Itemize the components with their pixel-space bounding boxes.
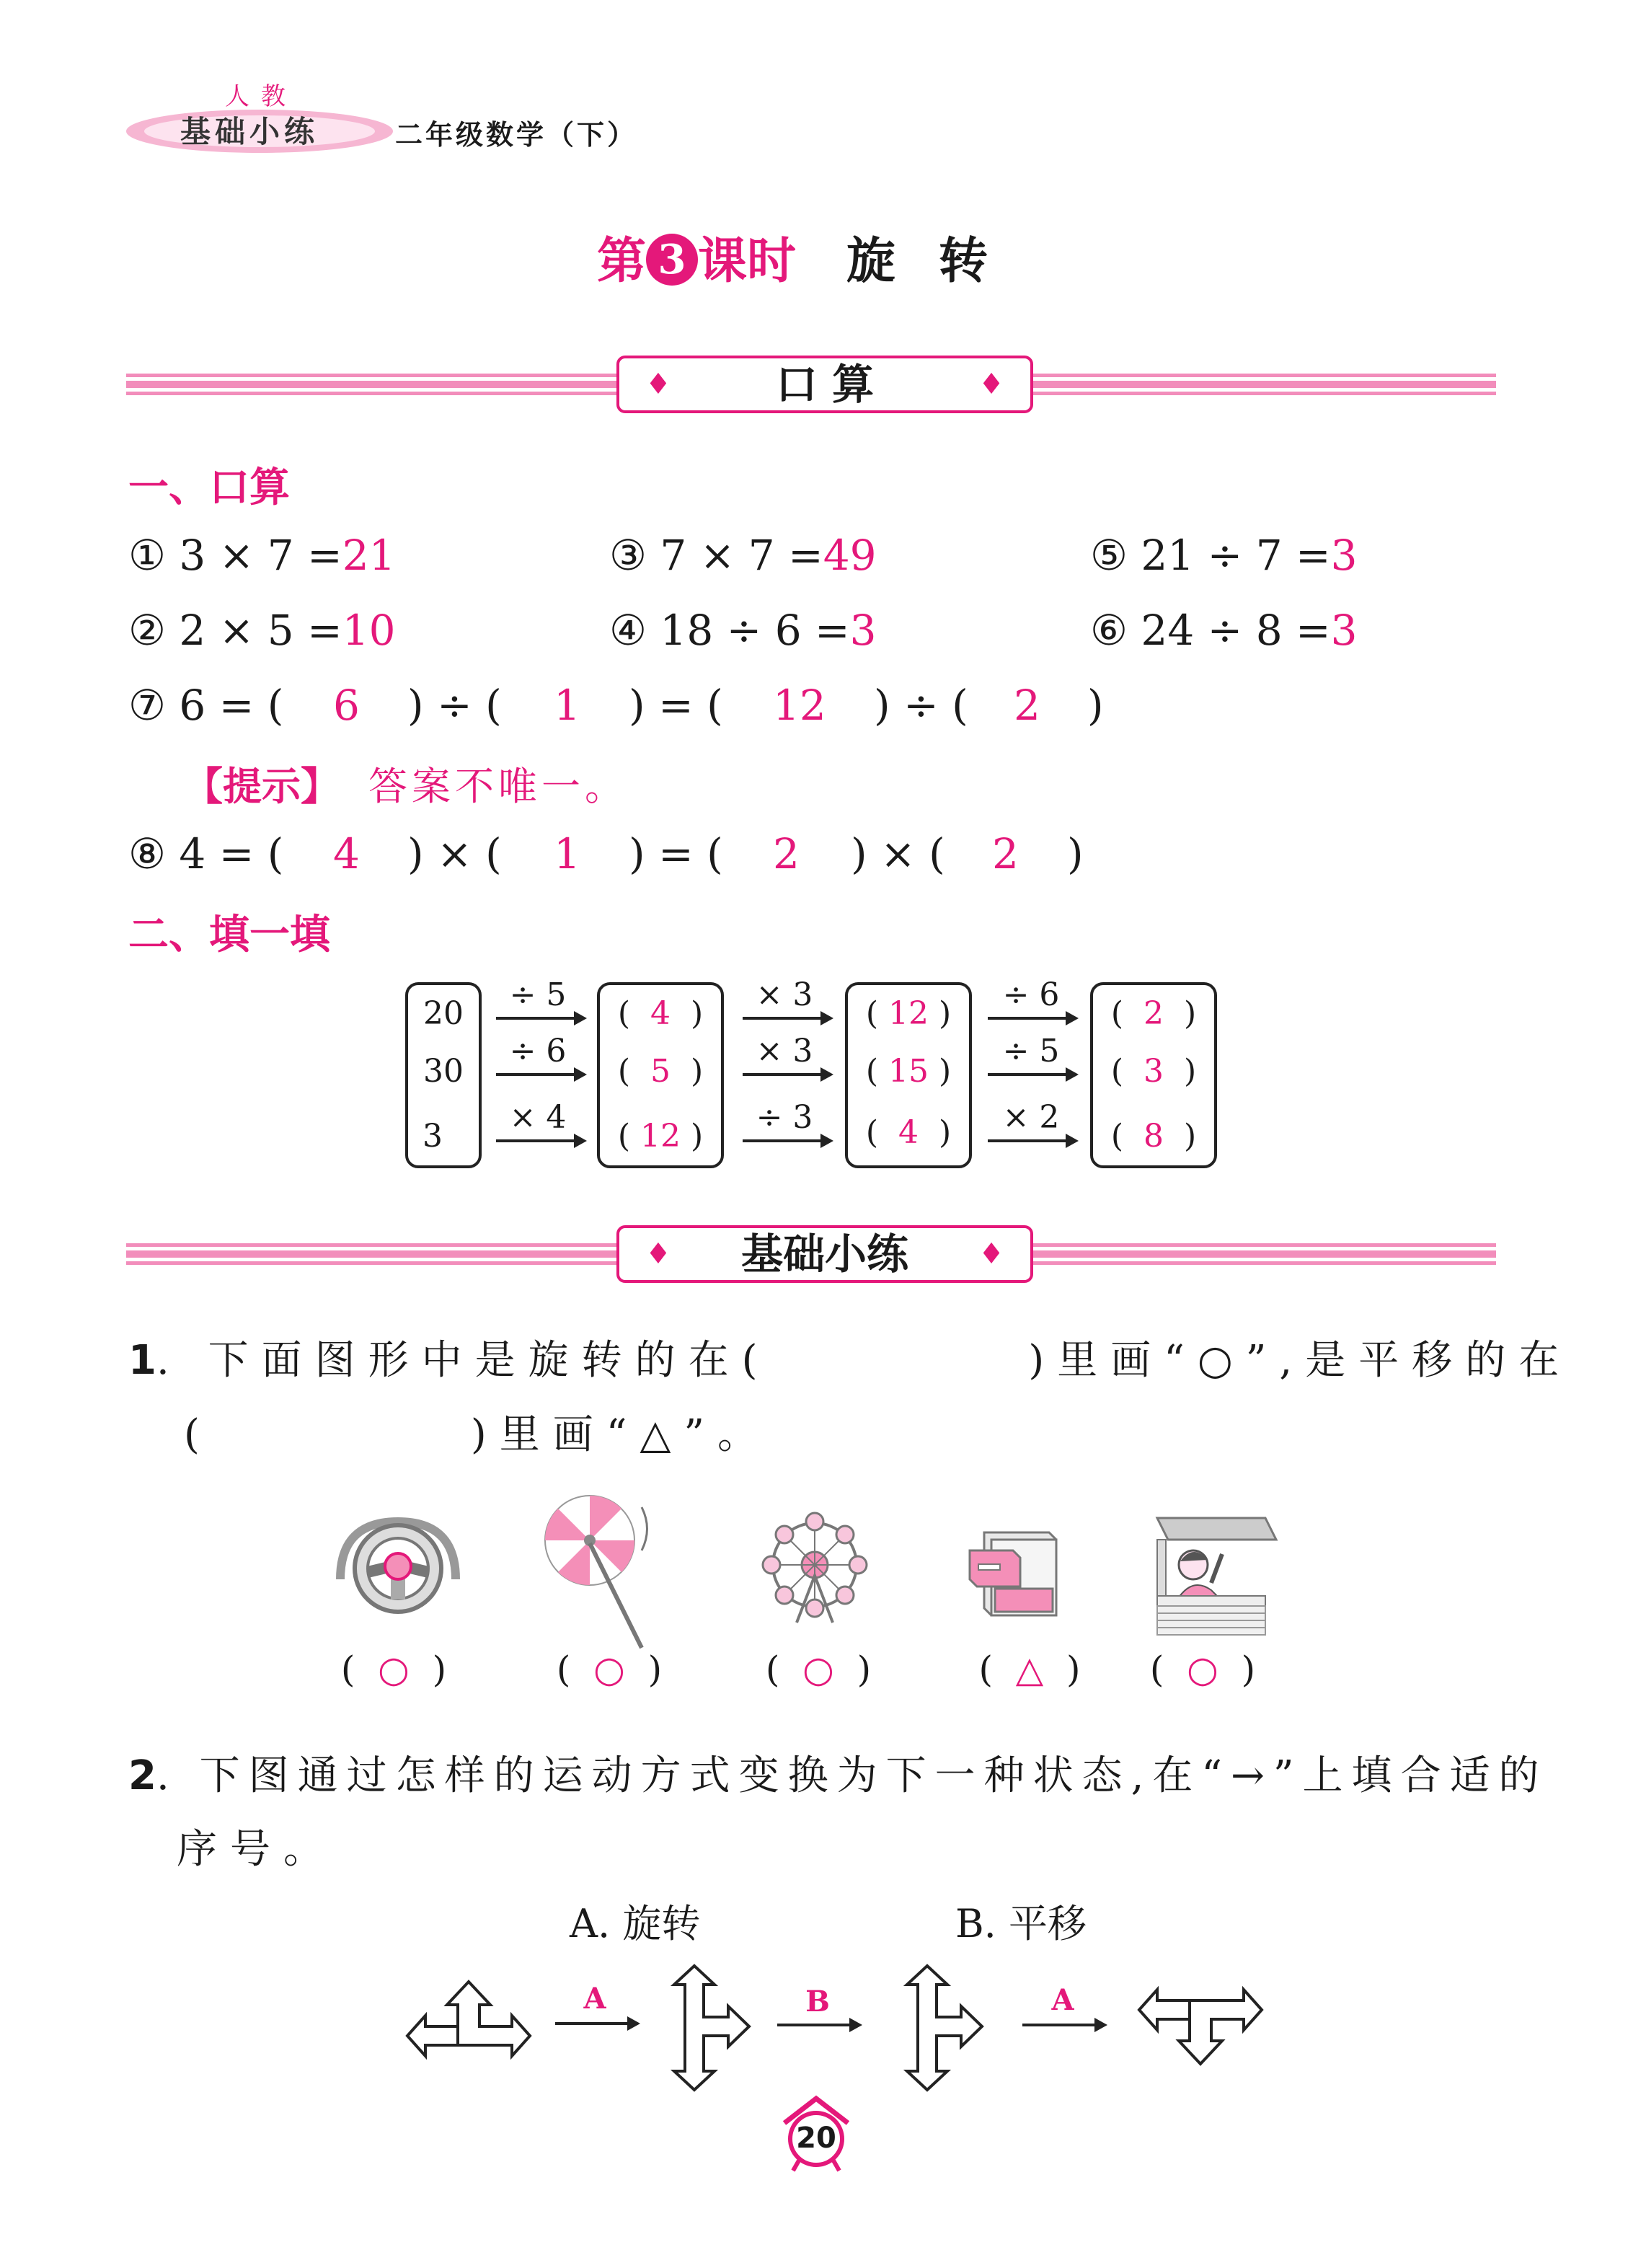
column3-cell: ( 2 ) [1110,995,1197,1032]
diamond-icon: ♦ [645,1237,671,1271]
section-badge-oral [616,356,1033,413]
diamond-icon: ♦ [645,368,671,401]
q7-op1: ) ÷ ( [407,681,502,730]
q8-blank-a: 4 [333,829,360,878]
right-arrow-icon [1022,2024,1105,2026]
arrow-label-1: A [583,1982,606,2016]
q8-op2: ) × ( [851,829,945,878]
lesson-number-badge: 3 [646,234,698,286]
oral-item: ⑤ 21 ÷ 7 =3 [1090,531,1358,580]
right-arrow-icon [743,1017,831,1020]
oral-item: ① 3 × 7 =21 [128,531,396,580]
brand-publisher: 人教 [225,82,297,111]
operation-label: × 4 [509,1099,567,1136]
section-badge-practice [616,1225,1033,1283]
right-arrow-icon [743,1139,831,1142]
diamond-icon: ♦ [978,368,1004,401]
right-arrow-icon [496,1017,584,1020]
q7-blank-b: 1 [554,681,580,730]
steering-wheel-image [333,1514,463,1615]
ferris-wheel-image [753,1507,876,1630]
column3-cell: ( 8 ) [1110,1118,1197,1155]
column-box-2 [845,982,972,1168]
q7-eq: ) = ( [629,681,723,730]
q8-prefix: ⑧ 4 = ( [128,829,284,878]
shape-down-arrow-state4 [1136,1980,1265,2070]
page-number: 20 [796,2122,836,2155]
section-badge-oral-label: 口 算 [775,360,875,409]
option-b: B. 平移 [955,1901,1087,1946]
lesson-suffix: 课时 [697,233,796,290]
right-arrow-icon [496,1139,584,1142]
answer-paren: ( ○ ) [1149,1649,1256,1690]
problem2-text-line2: 序号。 [177,1826,337,1873]
operation-label: ÷ 6 [509,1033,567,1069]
q8-blank-c: 2 [773,829,800,878]
q7-op2: ) ÷ ( [874,681,968,730]
column3-cell: ( 3 ) [1110,1053,1197,1090]
oral-item: ⑥ 24 ÷ 8 =3 [1090,606,1358,655]
sliding-window-image [1150,1511,1280,1637]
shape-right-arrow-state2 [660,1963,753,2093]
right-arrow-icon [988,1017,1076,1020]
q7-prefix: ⑦ 6 = ( [128,681,284,730]
operation-label: ÷ 5 [1002,1033,1060,1069]
column2-cell: ( 15 ) [865,1053,952,1090]
q7-blank-c: 12 [773,681,826,730]
option-a: A. 旋转 [570,1901,701,1946]
oral-item: ④ 18 ÷ 6 =3 [609,606,877,655]
operation-label: × 2 [1002,1099,1060,1136]
diamond-icon: ♦ [978,1237,1004,1271]
q8-blank-b: 1 [554,829,580,878]
section-badge-practice-label: 基础小练 [740,1230,908,1279]
problem2-text: 2. 下图通过怎样的运动方式变换为下一种状态,在“→”上填合适的 [128,1752,1548,1799]
right-arrow-icon [988,1139,1076,1142]
column2-cell: ( 4 ) [865,1114,952,1151]
problem1-text-line2: ( )里画“△”。 [184,1411,771,1458]
q8-op1: ) × ( [407,829,502,878]
q7-blank-a: 6 [333,681,360,730]
column-box-1 [597,982,724,1168]
lesson-title [0,222,1628,292]
start-value: 20 [423,995,464,1032]
drawer-cabinet-image [963,1525,1063,1619]
problem1-text: 1. 下面图形中是旋转的在( )里画“○”,是平移的在 [128,1337,1572,1384]
right-arrow-icon [988,1073,1076,1076]
start-value: 30 [423,1053,464,1090]
arrow-label-2: B [805,1985,830,2018]
shape-right-arrow-state3 [893,1963,986,2093]
part2-heading: 二、填一填 [128,912,330,958]
brand-name: 基础小练 [180,114,319,149]
q8-eq: ) = ( [629,829,723,878]
arrow-label-3: A [1051,1983,1074,2017]
start-value: 3 [423,1118,443,1155]
q7-blank-d: 2 [1014,681,1040,730]
book-subtitle: 二年级数学（下） [395,119,638,151]
start-box [405,982,482,1168]
operation-label: × 3 [756,976,813,1013]
pinwheel-image [534,1493,656,1651]
column-box-3 [1090,982,1217,1168]
right-arrow-icon [743,1073,831,1076]
oral-item: ② 2 × 5 =10 [128,606,396,655]
q7-end: ) [1087,681,1104,730]
oral-item: ③ 7 × 7 =49 [609,531,877,580]
column2-cell: ( 12 ) [865,995,952,1032]
shape-up-arrow-state1 [404,1976,534,2066]
operation-label: ÷ 3 [756,1099,813,1136]
lesson-topic: 旋转 [846,233,1032,290]
answer-paren: ( ○ ) [556,1649,663,1690]
operation-label: ÷ 6 [1002,976,1060,1013]
operation-label: × 3 [756,1033,813,1069]
answer-paren: ( ○ ) [765,1649,872,1690]
right-arrow-icon [496,1073,584,1076]
answer-paren: ( ○ ) [340,1649,447,1690]
right-arrow-icon [777,2024,859,2026]
part1-heading: 一、口算 [128,464,290,511]
column1-cell: ( 5 ) [617,1053,704,1090]
right-arrow-icon [555,2022,637,2025]
column1-cell: ( 12 ) [617,1118,704,1155]
lesson-prefix: 第 [596,233,646,290]
hint: 【提示】 答案不唯一。 [184,764,628,809]
column1-cell: ( 4 ) [617,995,704,1032]
q8-end: ) [1067,829,1084,878]
q8-blank-d: 2 [992,829,1019,878]
answer-paren: ( △ ) [978,1649,1081,1690]
operation-label: ÷ 5 [509,976,567,1013]
